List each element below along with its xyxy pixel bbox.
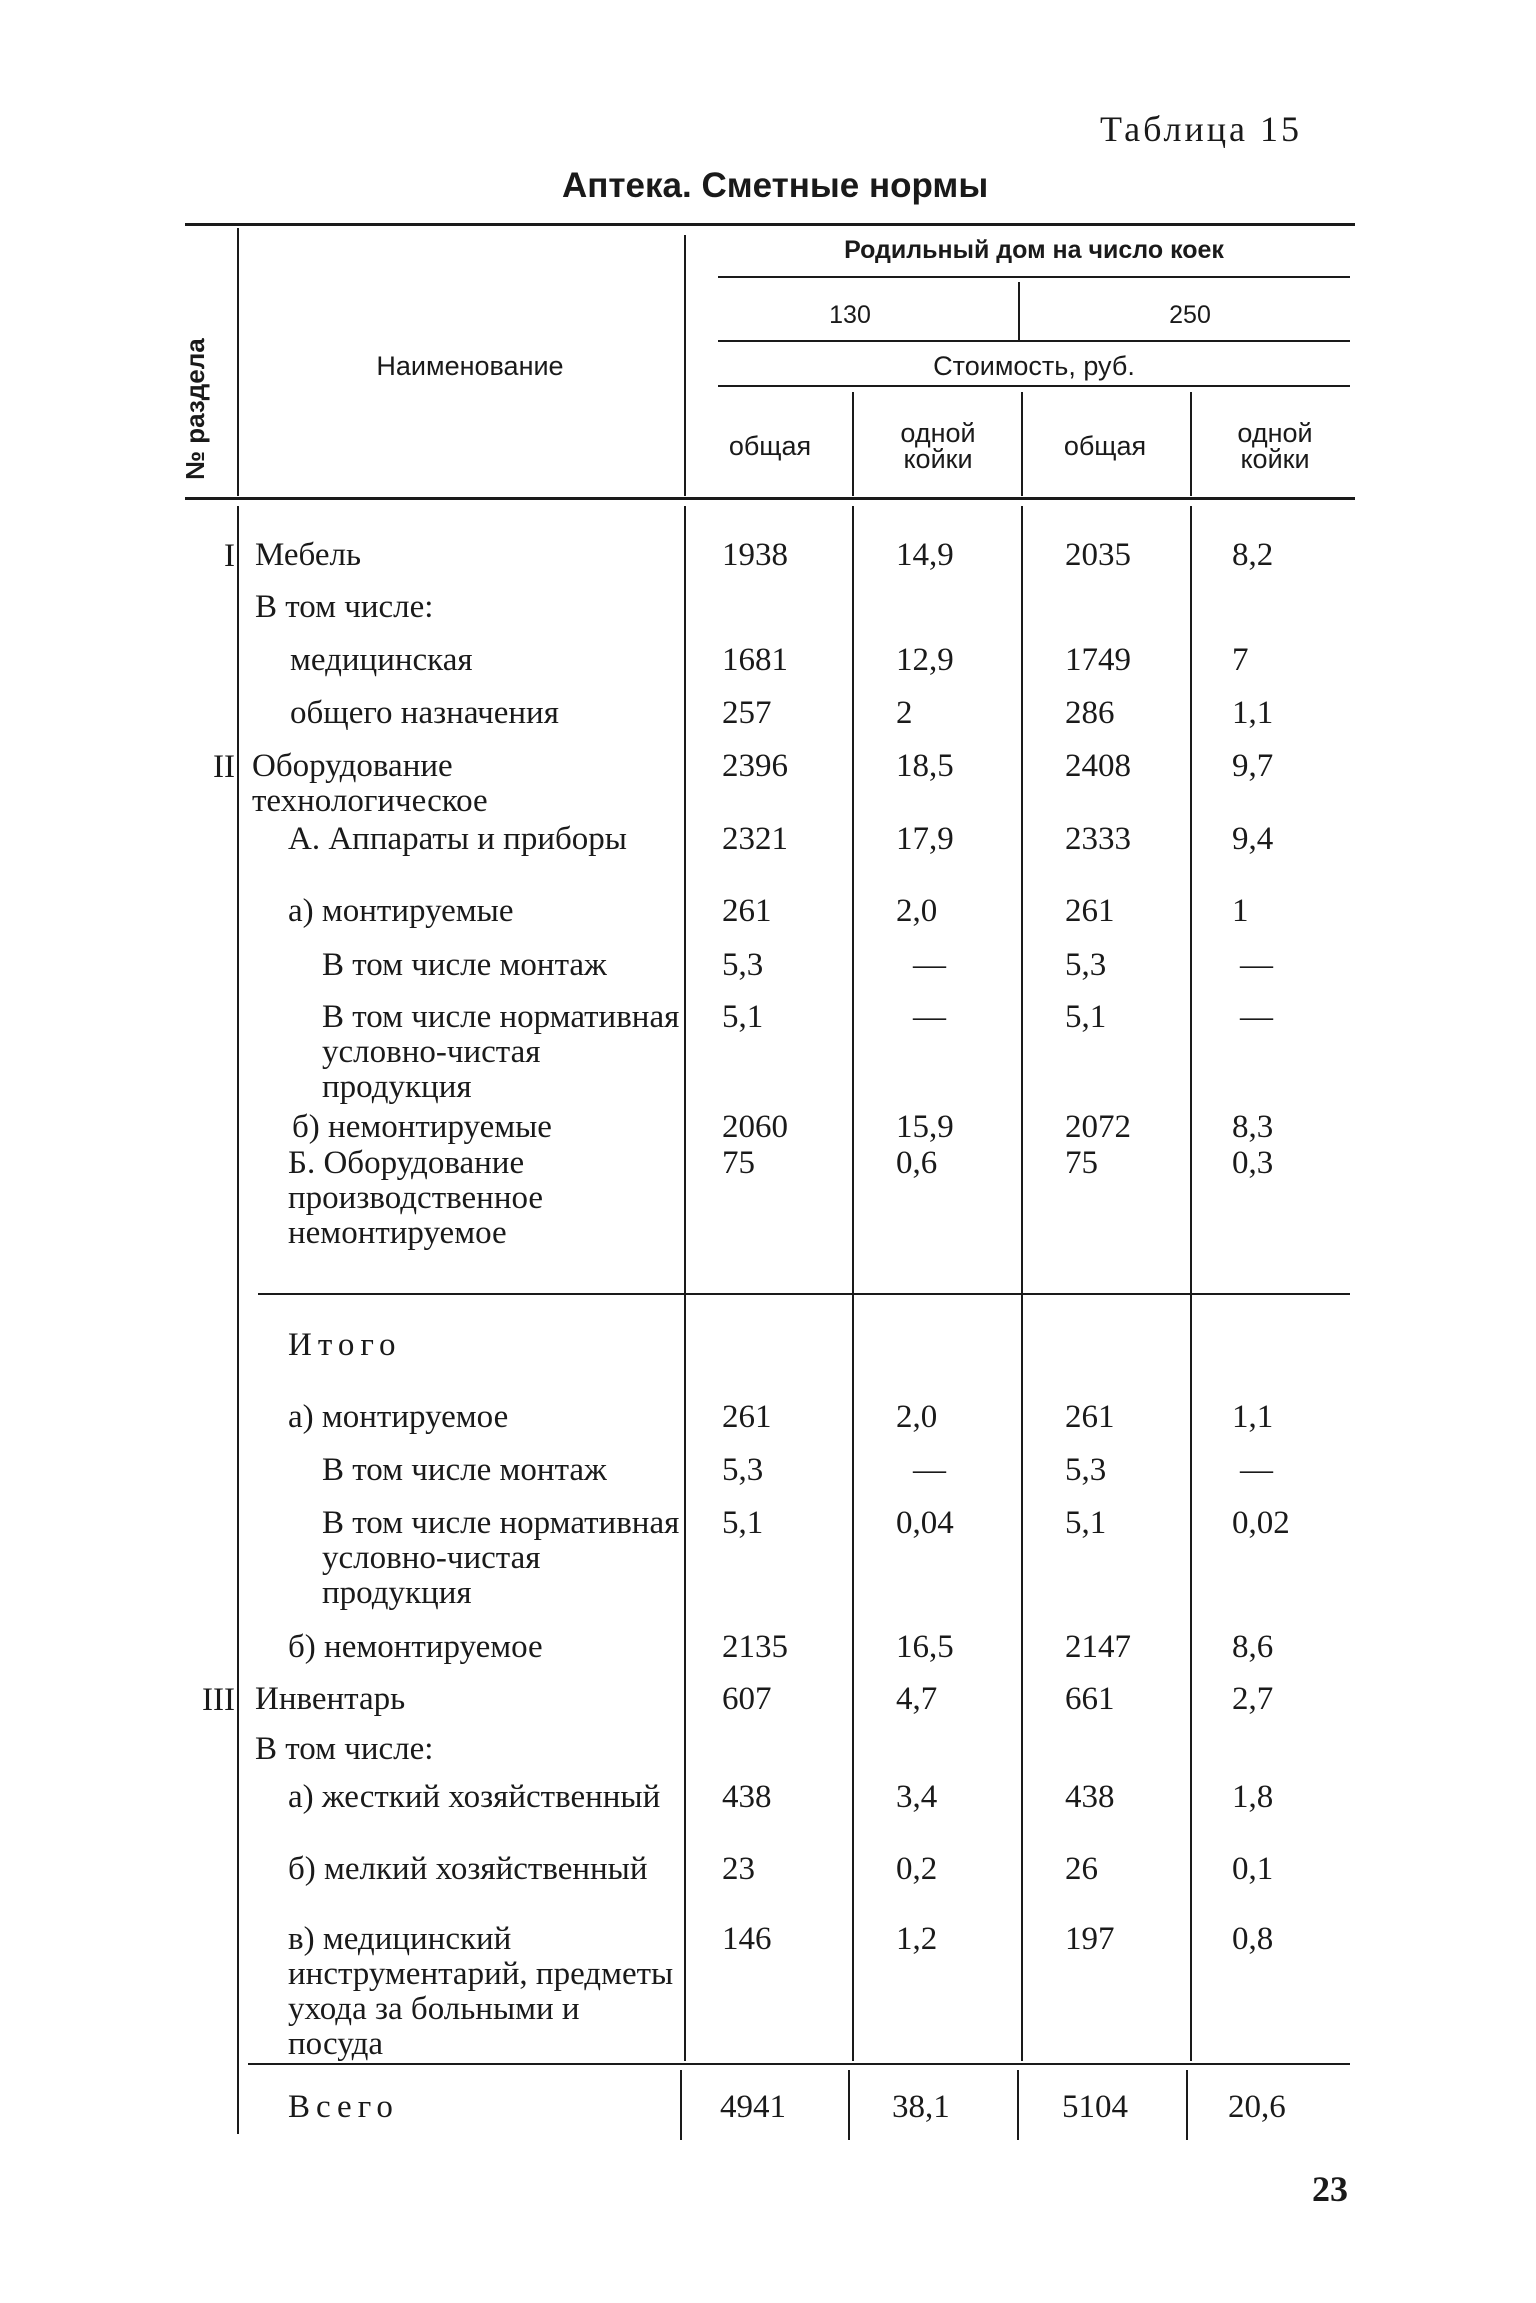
cell-total-130: 2396 — [722, 748, 788, 784]
itogo-rule — [258, 1293, 1350, 1295]
vsego-rule — [248, 2063, 1350, 2065]
cell-perbed-250: 9,4 — [1232, 821, 1274, 857]
cell-total-250: 2408 — [1065, 748, 1131, 784]
section-number: II — [213, 749, 235, 785]
cost-header: Стоимость, руб. — [933, 351, 1135, 381]
col-divider-name-header — [684, 235, 686, 496]
col-divider-3-total — [1186, 2070, 1188, 2140]
cell-perbed-130: 3,4 — [896, 1779, 938, 1815]
beds-130-header: 130 — [829, 301, 871, 329]
cell-total-130: 2060 — [722, 1109, 788, 1145]
cell-perbed-250: 0,8 — [1232, 1921, 1274, 1957]
total-header-250: общая — [1063, 431, 1147, 461]
cell-perbed-130: — — [913, 999, 946, 1035]
row-name: медицинская — [290, 642, 473, 678]
row-name: В том числе монтаж — [322, 947, 607, 983]
col-divider-3-header — [1190, 392, 1192, 496]
group-header: Родильный дом на число коек — [844, 236, 1224, 264]
table-number: Таблица 15 — [1100, 109, 1302, 149]
cell-total-130: 261 — [722, 1399, 772, 1435]
cell-total-130: 5,3 — [722, 947, 764, 983]
cell-total-250: 1749 — [1065, 642, 1131, 678]
group-rule — [718, 276, 1350, 278]
cell-perbed-130: 0,6 — [896, 1145, 938, 1181]
cell-total-130: 257 — [722, 695, 772, 731]
row-name: Оборудование технологическое — [252, 748, 488, 819]
table-title: Аптека. Сметные нормы — [562, 166, 989, 205]
cell-total-130: 2135 — [722, 1629, 788, 1665]
beds-rule — [718, 340, 1350, 342]
row-name: а) монтируемое — [288, 1399, 509, 1435]
name-header: Наименование — [376, 351, 564, 381]
per-bed-header-130: одной койки — [900, 418, 976, 474]
row-name: в) медицинский инструментарий, предметы ухода за больными и посуда — [288, 1921, 674, 2062]
col-divider-2-header — [1021, 392, 1023, 496]
col-divider-1-header — [852, 392, 854, 496]
cell-perbed-250: 8,2 — [1232, 537, 1274, 573]
cell-total-250: 5,1 — [1065, 1505, 1107, 1541]
col-divider-sec-header — [237, 228, 239, 496]
row-name: Мебель — [255, 537, 362, 573]
cell-total-250: 261 — [1065, 893, 1115, 929]
cell-perbed-130: — — [913, 947, 946, 983]
col-divider-name-body — [684, 506, 686, 2061]
cell-perbed-250: — — [1240, 999, 1273, 1035]
cell-perbed-250: 1 — [1232, 893, 1249, 929]
top-rule — [185, 223, 1355, 226]
cell-total-130: 1681 — [722, 642, 788, 678]
col-divider-3-body — [1190, 506, 1192, 2061]
cell-total-130: 2321 — [722, 821, 788, 857]
cell-total-250: 5,1 — [1065, 999, 1107, 1035]
row-name: а) жесткий хозяйственный — [288, 1779, 661, 1815]
row-name: б) немонтируемое — [288, 1629, 543, 1665]
row-name: Всего — [288, 2089, 399, 2125]
cell-perbed-130: 17,9 — [896, 821, 954, 857]
cell-total-130: 23 — [722, 1851, 755, 1887]
cell-perbed-130: 16,5 — [896, 1629, 954, 1665]
cell-perbed-130: 1,2 — [896, 1921, 938, 1957]
beds-250-header: 250 — [1169, 301, 1211, 329]
cell-perbed-250: — — [1240, 1452, 1273, 1488]
cell-perbed-250: 1,1 — [1232, 1399, 1274, 1435]
cell-perbed-130: 12,9 — [896, 642, 954, 678]
row-name: В том числе: — [255, 1731, 434, 1767]
cell-perbed-130: 14,9 — [896, 537, 954, 573]
cell-total-250: 5,3 — [1065, 1452, 1107, 1488]
cell-perbed-250: 1,1 — [1232, 695, 1274, 731]
cell-total-130: 5,1 — [722, 1505, 764, 1541]
cell-total-130: 438 — [722, 1779, 772, 1815]
cell-total-130: 75 — [722, 1145, 755, 1181]
cell-total-130: 1938 — [722, 537, 788, 573]
cell-total-250: 5104 — [1062, 2089, 1128, 2125]
cell-total-130: 5,1 — [722, 999, 764, 1035]
total-header-130: общая — [728, 431, 812, 461]
cell-perbed-250: 9,7 — [1232, 748, 1274, 784]
cell-perbed-130: 38,1 — [892, 2089, 950, 2125]
row-name: В том числе нормативная условно-чистая продукция — [322, 1505, 680, 1611]
cell-total-250: 261 — [1065, 1399, 1115, 1435]
col-divider-2-body — [1021, 506, 1023, 2061]
cell-total-250: 286 — [1065, 695, 1115, 731]
cell-perbed-250: 7 — [1232, 642, 1249, 678]
cell-total-130: 4941 — [720, 2089, 786, 2125]
cell-perbed-250: 20,6 — [1228, 2089, 1286, 2125]
col-divider-name-total — [680, 2070, 682, 2140]
cell-total-250: 2333 — [1065, 821, 1131, 857]
cell-total-250: 661 — [1065, 1681, 1115, 1717]
col-divider-2-total — [1017, 2070, 1019, 2140]
row-name: А. Аппараты и приборы — [288, 821, 627, 857]
cell-perbed-250: 0,02 — [1232, 1505, 1290, 1541]
cell-perbed-250: — — [1240, 947, 1273, 983]
cell-total-250: 5,3 — [1065, 947, 1107, 983]
cell-perbed-250: 1,8 — [1232, 1779, 1274, 1815]
cell-perbed-130: 15,9 — [896, 1109, 954, 1145]
cell-perbed-130: — — [913, 1452, 946, 1488]
cell-perbed-130: 2,0 — [896, 1399, 938, 1435]
row-name: В том числе монтаж — [322, 1452, 607, 1488]
col-divider-1-body — [852, 506, 854, 2061]
row-name: Инвентарь — [255, 1681, 406, 1717]
section-number: III — [202, 1682, 235, 1718]
cell-perbed-250: 2,7 — [1232, 1681, 1274, 1717]
cost-rule — [718, 385, 1350, 387]
cell-perbed-130: 4,7 — [896, 1681, 938, 1717]
row-name: В том числе: — [255, 589, 434, 625]
col-divider-1-total — [848, 2070, 850, 2140]
row-name: Б. Оборудование производственное немонтируемое — [288, 1145, 544, 1251]
row-name: общего назначения — [290, 695, 559, 731]
row-name: б) мелкий хозяйственный — [288, 1851, 648, 1887]
cell-total-250: 438 — [1065, 1779, 1115, 1815]
cell-total-250: 2072 — [1065, 1109, 1131, 1145]
row-name: В том числе нормативная условно-чистая продукция — [322, 999, 680, 1105]
cell-total-250: 26 — [1065, 1851, 1098, 1887]
cell-perbed-130: 2 — [896, 695, 913, 731]
page-number: 23 — [1312, 2169, 1348, 2209]
cell-total-130: 5,3 — [722, 1452, 764, 1488]
cell-total-250: 75 — [1065, 1145, 1098, 1181]
row-name: а) монтируемые — [288, 893, 514, 929]
cell-perbed-250: 0,1 — [1232, 1851, 1274, 1887]
cell-perbed-130: 18,5 — [896, 748, 954, 784]
section-number: I — [224, 538, 235, 574]
cell-perbed-130: 0,04 — [896, 1505, 954, 1541]
cell-perbed-130: 0,2 — [896, 1851, 938, 1887]
cell-total-250: 2147 — [1065, 1629, 1131, 1665]
cell-perbed-130: 2,0 — [896, 893, 938, 929]
cell-total-250: 2035 — [1065, 537, 1131, 573]
cell-total-130: 261 — [722, 893, 772, 929]
col-divider-beds — [1018, 282, 1020, 340]
cell-total-130: 607 — [722, 1681, 772, 1717]
section-number-header: № раздела — [180, 338, 210, 480]
cell-perbed-250: 8,6 — [1232, 1629, 1274, 1665]
per-bed-header-250: одной койки — [1237, 418, 1313, 474]
row-name: Итого — [288, 1327, 402, 1363]
cell-perbed-250: 8,3 — [1232, 1109, 1274, 1145]
col-divider-sec-body — [237, 506, 239, 2134]
cell-total-250: 197 — [1065, 1921, 1115, 1957]
cell-total-130: 146 — [722, 1921, 772, 1957]
row-name: б) немонтируемые — [292, 1109, 552, 1145]
header-bottom-rule — [185, 497, 1355, 500]
cell-perbed-250: 0,3 — [1232, 1145, 1274, 1181]
